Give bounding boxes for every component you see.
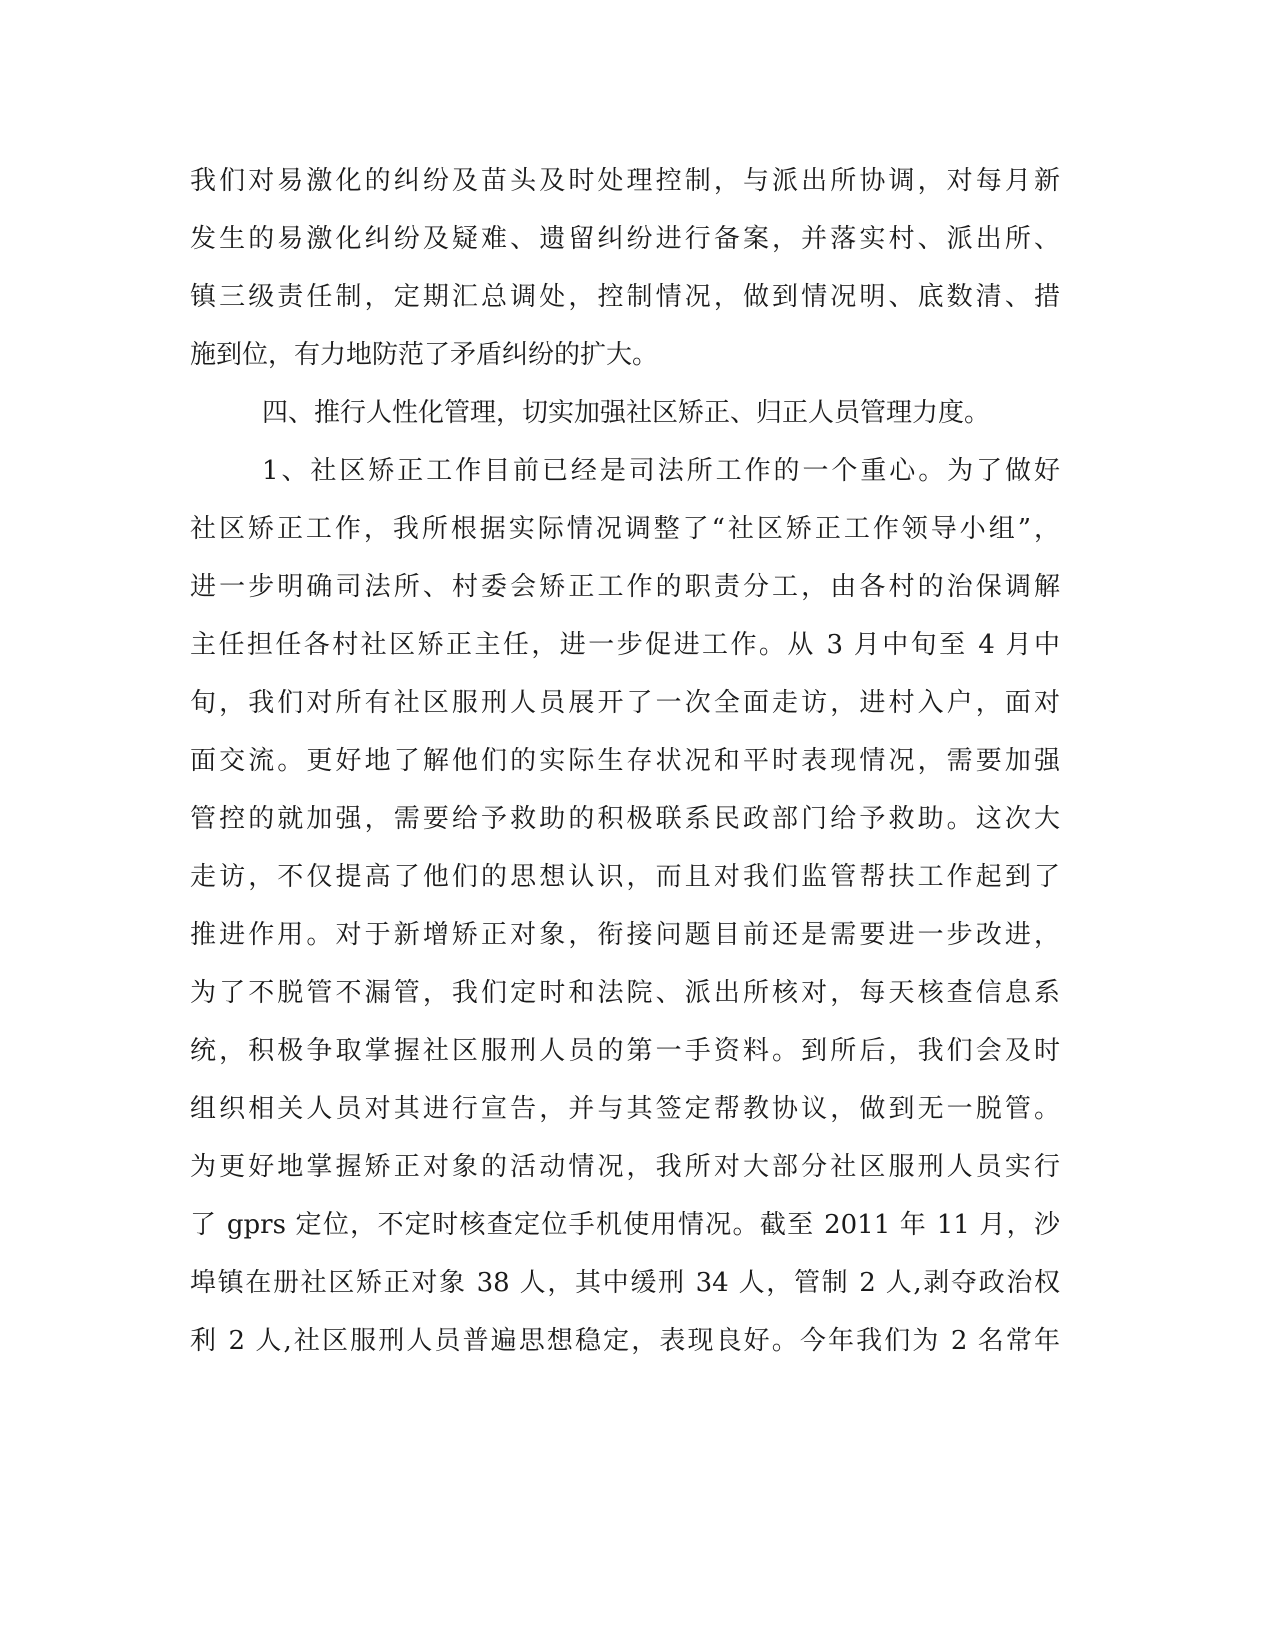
text-line: 旬，我们对所有社区服刑人员展开了一次全面走访，进村入户，面对	[190, 688, 1060, 718]
text-line: 组织相关人员对其进行宣告，并与其签定帮教协议，做到无一脱管。	[190, 1094, 1060, 1124]
text-line: 走访，不仅提高了他们的思想认识，而且对我们监管帮扶工作起到了	[190, 862, 1060, 892]
text-line: 我们对易激化的纠纷及苗头及时处理控制，与派出所协调，对每月新	[190, 166, 1060, 196]
text-line: 施到位，有力地防范了矛盾纠纷的扩大。	[190, 340, 659, 370]
text-line: 为了不脱管不漏管，我们定时和法院、派出所核对，每天核查信息系	[190, 978, 1060, 1008]
text-line: 管控的就加强，需要给予救助的积极联系民政部门给予救助。这次大	[190, 804, 1060, 834]
text-line: 主任担任各村社区矫正主任，进一步促进工作。从 3 月中旬至 4 月中	[190, 630, 1060, 660]
text-line: 统，积极争取掌握社区服刑人员的第一手资料。到所后，我们会及时	[190, 1036, 1060, 1066]
text-line: 社区矫正工作，我所根据实际情况调整了“社区矫正工作领导小组”，	[190, 514, 1060, 544]
section-heading: 四、推行人性化管理，切实加强社区矫正、归正人员管理力度。	[262, 398, 991, 428]
text-line: 面交流。更好地了解他们的实际生存状况和平时表现情况，需要加强	[190, 746, 1060, 776]
text-line: 推进作用。对于新增矫正对象，衔接问题目前还是需要进一步改进，	[190, 920, 1060, 950]
text-line: 进一步明确司法所、村委会矫正工作的职责分工，由各村的治保调解	[190, 572, 1060, 602]
text-line: 了 gprs 定位，不定时核查定位手机使用情况。截至 2011 年 11 月，沙	[190, 1210, 1060, 1240]
text-line: 利 2 人,社区服刑人员普遍思想稳定，表现良好。今年我们为 2 名常年	[190, 1326, 1060, 1356]
text-line: 镇三级责任制，定期汇总调处，控制情况，做到情况明、底数清、措	[190, 282, 1060, 312]
text-line: 埠镇在册社区矫正对象 38 人，其中缓刑 34 人，管制 2 人,剥夺政治权	[190, 1268, 1060, 1298]
text-line: 1、社区矫正工作目前已经是司法所工作的一个重心。为了做好	[262, 456, 1060, 486]
text-line: 为更好地掌握矫正对象的活动情况，我所对大部分社区服刑人员实行	[190, 1152, 1060, 1182]
text-line: 发生的易激化纠纷及疑难、遗留纠纷进行备案，并落实村、派出所、	[190, 224, 1060, 254]
